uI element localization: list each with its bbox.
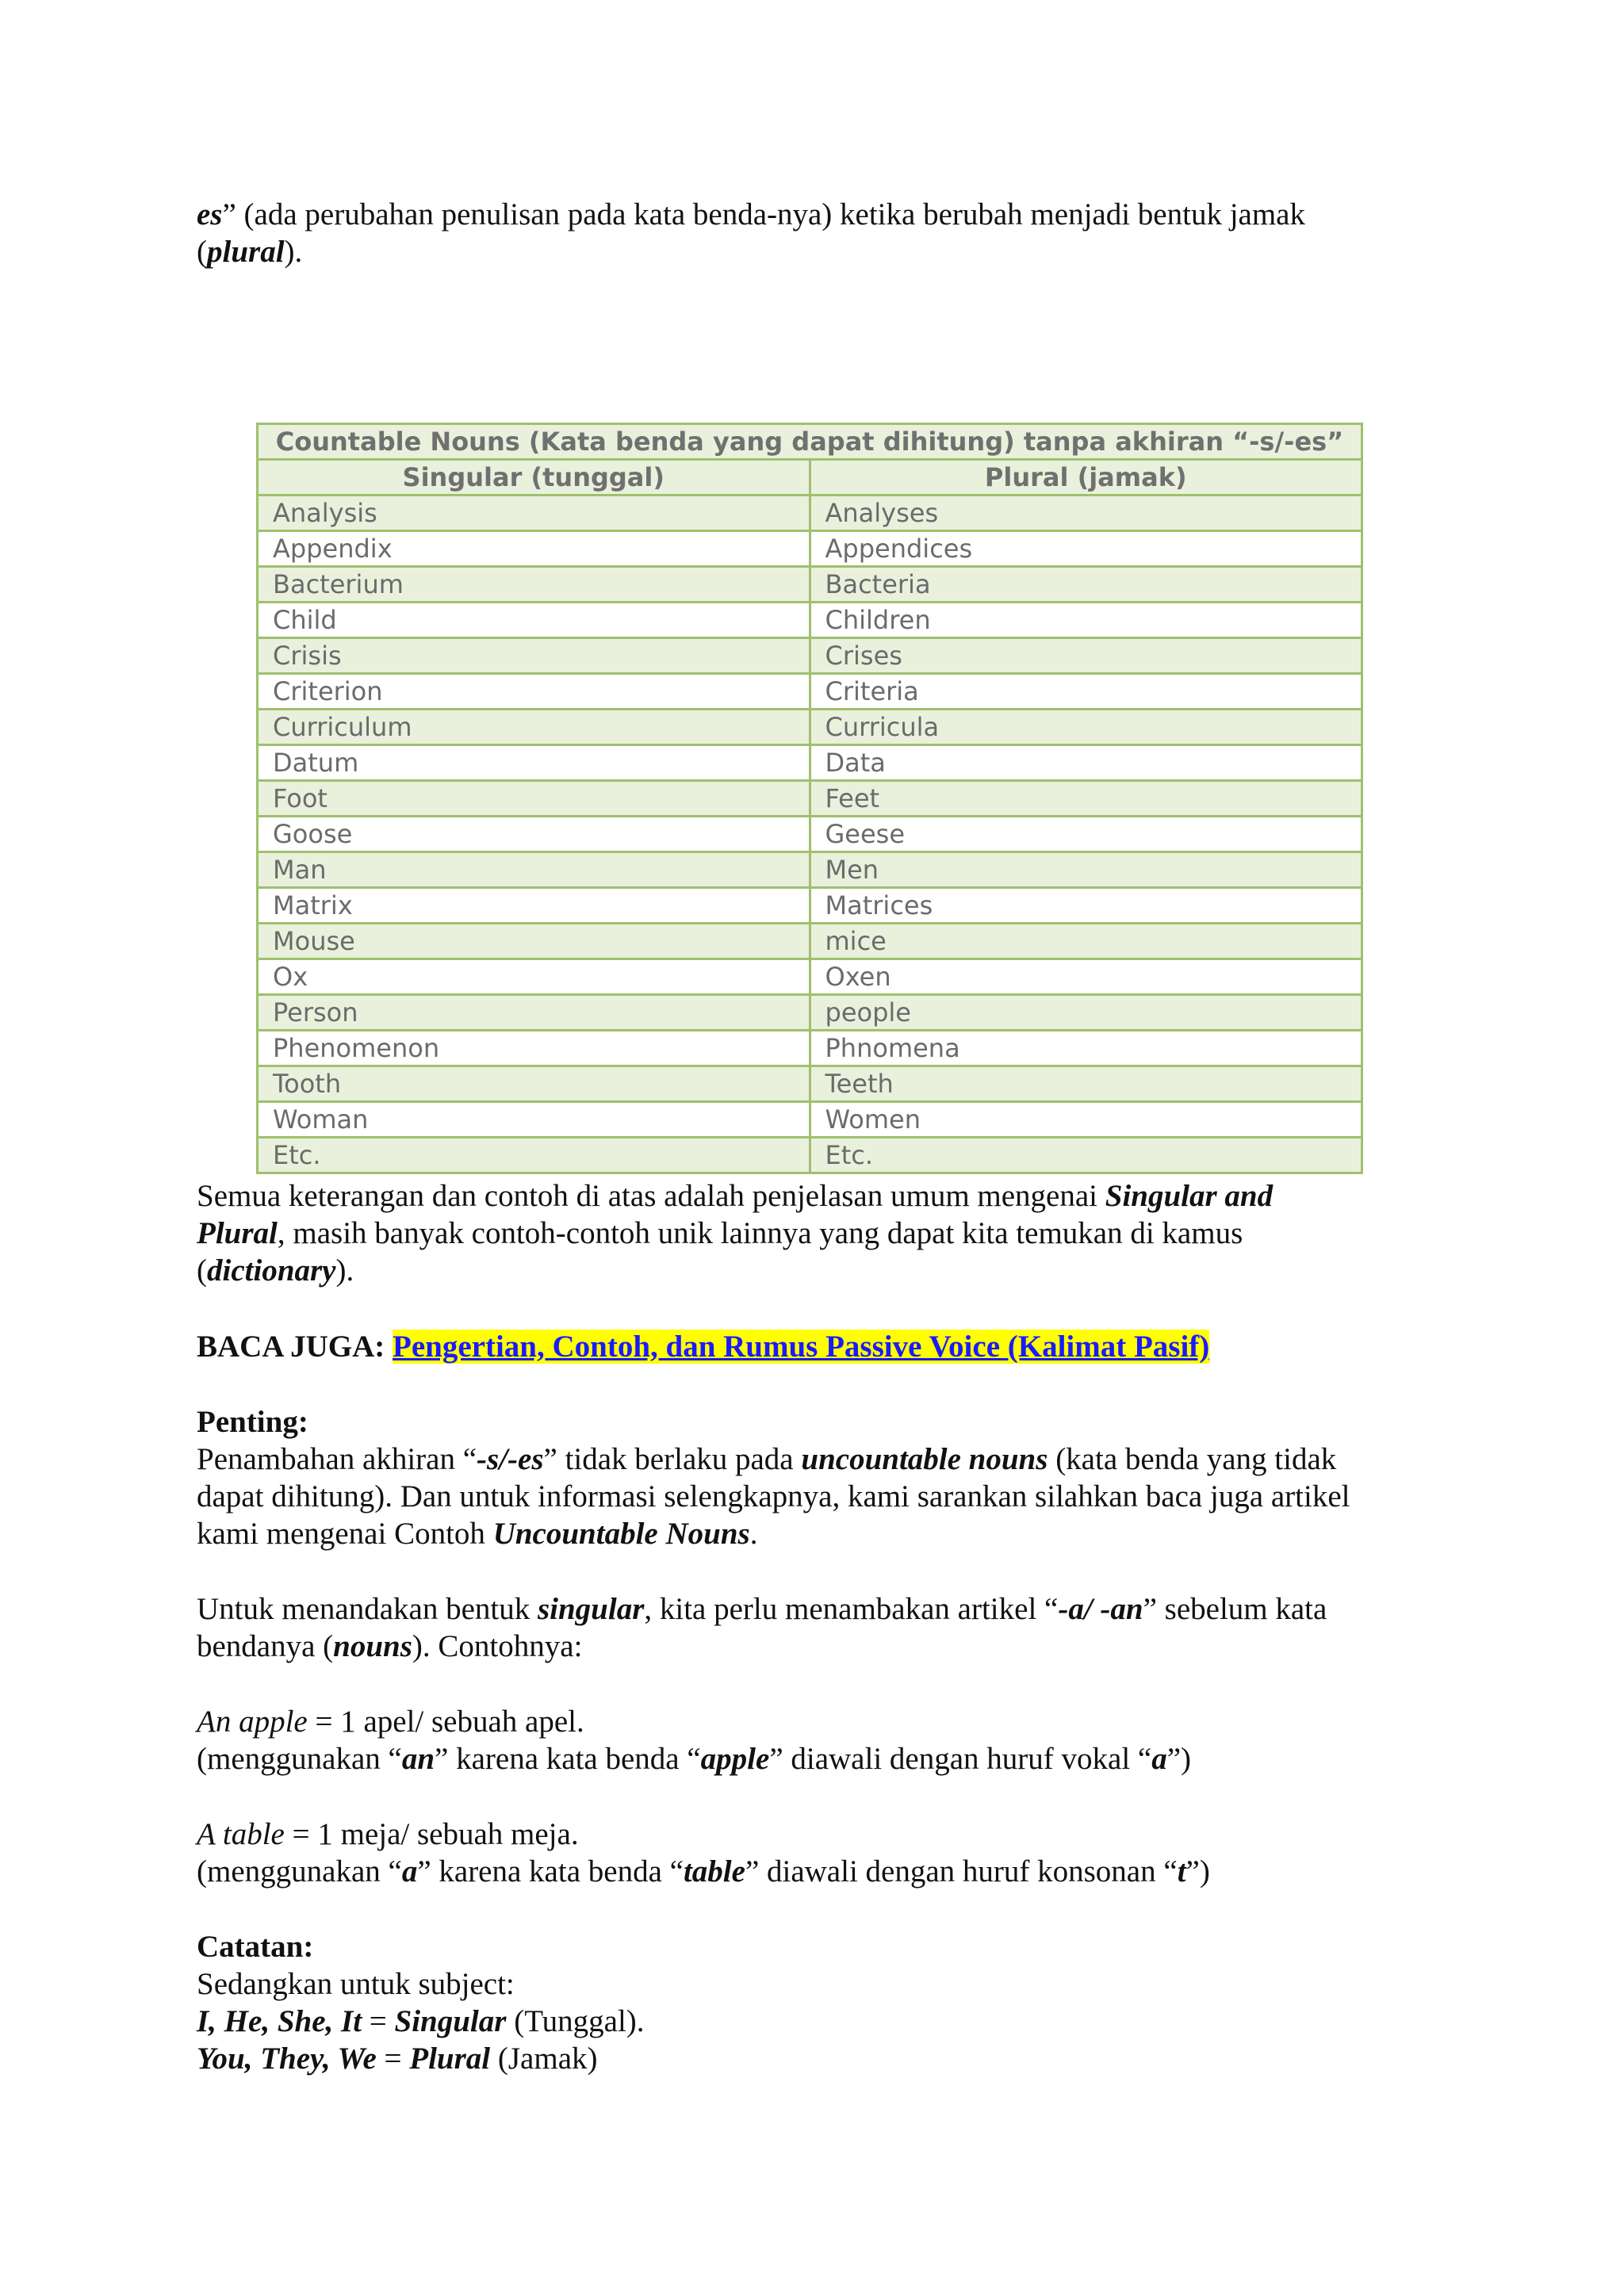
plural-cell: Appendices: [810, 531, 1362, 567]
singular-word: singular: [537, 1592, 645, 1626]
example2-note-2: ” karena kata benda “: [417, 1854, 684, 1888]
example1-note-3: ” diawali dengan huruf vokal “: [769, 1742, 1152, 1776]
singular-text-1: Untuk menandakan bentuk: [197, 1592, 538, 1626]
example2-note-4: ”): [1185, 1854, 1210, 1888]
table-row: [258, 959, 1362, 995]
summary-paren: (: [197, 1253, 207, 1288]
plural-cell: Etc.: [810, 1138, 1362, 1173]
example2-a: a: [401, 1854, 418, 1888]
penting-text-5: kami mengenai Contoh: [197, 1517, 493, 1551]
table-row: [258, 852, 1362, 888]
table-row: [258, 674, 1362, 710]
example1-an: an: [401, 1742, 435, 1776]
singular-cell: Bacterium: [258, 567, 810, 603]
table-row: [258, 710, 1362, 745]
singular-label: Singular: [394, 2004, 507, 2038]
table-row: [258, 496, 1362, 531]
table-row: [258, 603, 1362, 638]
singular-cell: Criterion: [258, 674, 810, 710]
example1-meaning: = 1 apel/ sebuah apel.: [307, 1705, 584, 1739]
intro-paren-open: (: [197, 235, 207, 269]
table-row: [258, 1031, 1362, 1066]
plural-cell: Men: [810, 852, 1362, 888]
intro-end: ).: [284, 235, 303, 269]
singular-cell: Analysis: [258, 496, 810, 531]
countable-nouns-table: [256, 423, 1363, 1174]
singular-cell: Tooth: [258, 1066, 810, 1102]
singular-cell: Curriculum: [258, 710, 810, 745]
example-a-table: [197, 1816, 1434, 1890]
example2-table: table: [683, 1854, 745, 1888]
plural-cell: Women: [810, 1102, 1362, 1138]
example2-note-1: (menggunakan “: [197, 1854, 402, 1888]
singular-cell: Matrix: [258, 888, 810, 924]
singular-cell: Foot: [258, 781, 810, 817]
intro-paragraph: [197, 196, 1434, 270]
singular-text-2: , kita perlu menambakan artikel “: [644, 1592, 1059, 1626]
table-row: [258, 924, 1362, 959]
example1-note-4: ”): [1166, 1742, 1192, 1776]
plural-label: Plural: [409, 2042, 491, 2076]
table-row: [258, 638, 1362, 674]
table-title: Countable Nouns (Kata benda yang dapat dihitung) tanpa akhiran “-s/-es”: [258, 424, 1362, 460]
table-row: [258, 1138, 1362, 1173]
table-row: [258, 567, 1362, 603]
summary-text-1: Semua keterangan dan contoh di atas adalah penjelasan umum mengenai: [197, 1179, 1105, 1213]
plural-cell: Analyses: [810, 496, 1362, 531]
summary-paragraph: [197, 1177, 1434, 1289]
baca-juga-line: [197, 1328, 1434, 1365]
singular-subjects: I, He, She, It: [197, 2004, 362, 2038]
singular-cell: Woman: [258, 1102, 810, 1138]
table-row: [258, 745, 1362, 781]
passive-voice-link[interactable]: Pengertian, Contoh, dan Rumus Passive Voice (Kalimat Pasif): [393, 1330, 1210, 1364]
column-header-singular: Singular (tunggal): [258, 460, 810, 496]
summary-singular-and: Singular and: [1105, 1179, 1274, 1213]
plural-cell: Crises: [810, 638, 1362, 674]
penting-end: .: [749, 1517, 758, 1551]
example2-note-3: ” diawali dengan huruf konsonan “: [745, 1854, 1178, 1888]
singular-cell: Mouse: [258, 924, 810, 959]
penting-uncountable: uncountable nouns: [801, 1442, 1048, 1476]
table-row: [258, 781, 1362, 817]
singular-text-4: bendanya (: [197, 1629, 334, 1663]
penting-section: [197, 1403, 1434, 1552]
equals-1: =: [362, 2004, 395, 2038]
example2-meaning: = 1 meja/ sebuah meja.: [284, 1817, 579, 1851]
nouns-word: nouns: [333, 1629, 412, 1663]
singular-cell: Etc.: [258, 1138, 810, 1173]
plural-cell: Phnomena: [810, 1031, 1362, 1066]
table-row: [258, 995, 1362, 1031]
plural-cell: Oxen: [810, 959, 1362, 995]
jamak-label: (Jamak): [490, 2042, 598, 2076]
summary-text-2: , masih banyak contoh-contoh unik lainnya yang dapat kita temukan di kamus: [277, 1216, 1243, 1250]
singular-text-3: ” sebelum kata: [1143, 1592, 1327, 1626]
plural-cell: Geese: [810, 817, 1362, 852]
penting-text-3: (kata benda yang tidak: [1048, 1442, 1337, 1476]
example-an-apple: [197, 1703, 1434, 1777]
example2-t: t: [1177, 1854, 1186, 1888]
baca-juga-label: BACA JUGA:: [197, 1330, 393, 1364]
example1-term: An apple: [197, 1705, 308, 1739]
intro-es: es: [197, 197, 223, 232]
intro-plural: plural: [207, 235, 285, 269]
singular-cell: Child: [258, 603, 810, 638]
table-row: [258, 1102, 1362, 1138]
singular-cell: Ox: [258, 959, 810, 995]
summary-plural: Plural: [197, 1216, 278, 1250]
table-row: [258, 888, 1362, 924]
tunggal-label: (Tunggal).: [506, 2004, 645, 2038]
catatan-text: Sedangkan untuk subject:: [197, 1967, 515, 2001]
table-row: [258, 1066, 1362, 1102]
penting-suffix: -s/-es: [477, 1442, 544, 1476]
plural-cell: people: [810, 995, 1362, 1031]
plural-cell: Criteria: [810, 674, 1362, 710]
singular-cell: Goose: [258, 817, 810, 852]
table-row: [258, 531, 1362, 567]
plural-cell: Teeth: [810, 1066, 1362, 1102]
example1-a: a: [1151, 1742, 1167, 1776]
plural-cell: Curricula: [810, 710, 1362, 745]
plural-subjects: You, They, We: [197, 2042, 377, 2076]
equals-2: =: [376, 2042, 410, 2076]
singular-cell: Appendix: [258, 531, 810, 567]
singular-cell: Man: [258, 852, 810, 888]
example1-apple: apple: [700, 1742, 770, 1776]
plural-cell: Feet: [810, 781, 1362, 817]
plural-cell: mice: [810, 924, 1362, 959]
penting-heading: Penting:: [197, 1405, 308, 1439]
penting-uncountable-nouns: Uncountable Nouns: [492, 1517, 750, 1551]
article-a-an: -a/ -an: [1058, 1592, 1143, 1626]
summary-dictionary: dictionary: [207, 1253, 336, 1288]
singular-text-5: ). Contohnya:: [412, 1629, 583, 1663]
singular-cell: Person: [258, 995, 810, 1031]
table-row: [258, 817, 1362, 852]
singular-cell: Phenomenon: [258, 1031, 810, 1066]
penting-text-4: dapat dihitung). Dan untuk informasi selengkapnya, kami sarankan silahkan baca juga artikel: [197, 1479, 1350, 1513]
catatan-section: [197, 1928, 1434, 2077]
plural-cell: Children: [810, 603, 1362, 638]
plural-cell: Data: [810, 745, 1362, 781]
example1-note-1: (menggunakan “: [197, 1742, 402, 1776]
singular-cell: Datum: [258, 745, 810, 781]
singular-cell: Crisis: [258, 638, 810, 674]
penting-text-1: Penambahan akhiran “: [197, 1442, 477, 1476]
intro-text: ” (ada perubahan penulisan pada kata benda-nya) ketika berubah menjadi bentuk jamak: [222, 197, 1305, 232]
table-body: [258, 496, 1362, 1173]
singular-note: [197, 1590, 1434, 1665]
penting-text-2: ” tidak berlaku pada: [543, 1442, 802, 1476]
plural-cell: Matrices: [810, 888, 1362, 924]
example1-note-2: ” karena kata benda “: [435, 1742, 701, 1776]
plural-cell: Bacteria: [810, 567, 1362, 603]
example2-term: A table: [197, 1817, 285, 1851]
column-header-plural: Plural (jamak): [810, 460, 1362, 496]
summary-end: ).: [335, 1253, 354, 1288]
catatan-heading: Catatan:: [197, 1930, 314, 1964]
